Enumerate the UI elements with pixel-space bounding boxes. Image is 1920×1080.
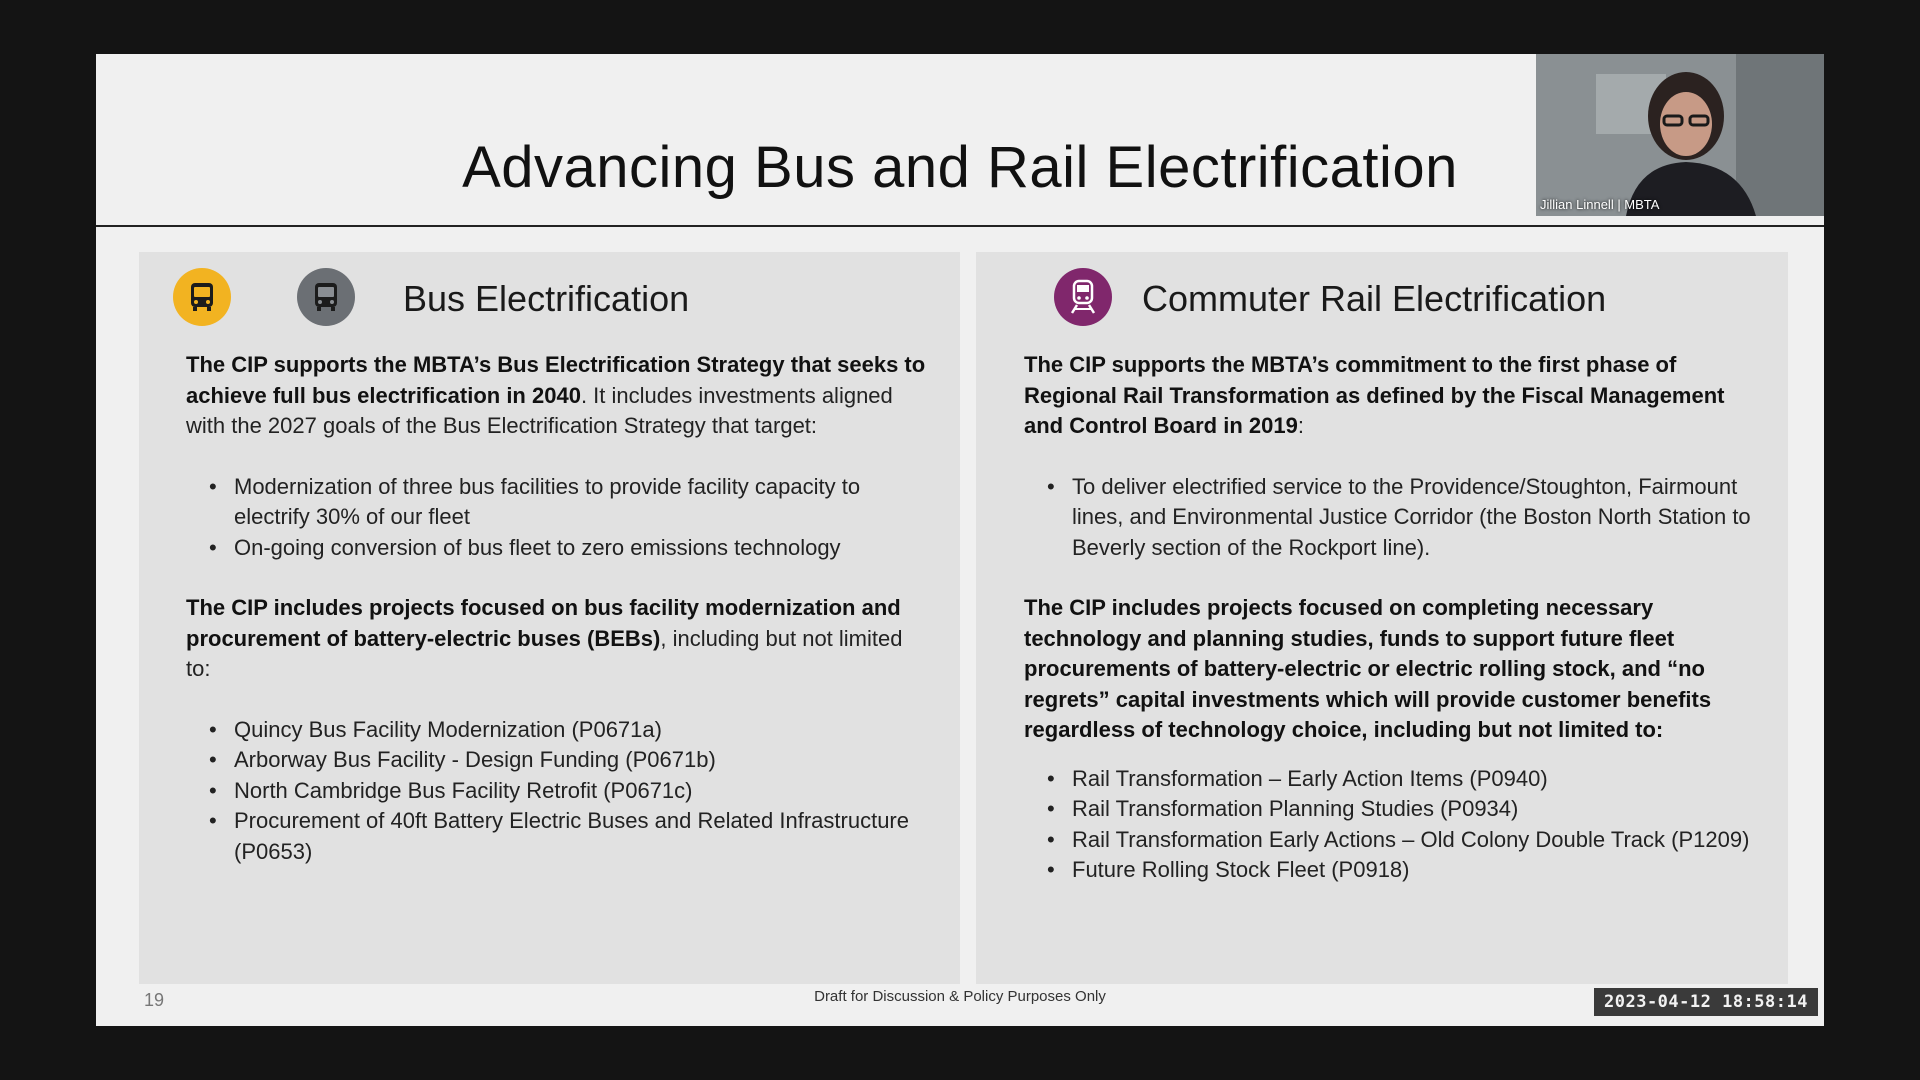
rail-electrification-panel: [976, 252, 1788, 984]
list-item: • Future Rolling Stock Fleet (P0918): [1072, 855, 1769, 886]
timestamp-overlay: 2023-04-12 18:58:14: [1594, 988, 1818, 1016]
title-divider: [96, 225, 1824, 227]
bus-projects-paragraph: [186, 593, 926, 685]
bus-panel-title: Bus Electrification: [403, 278, 690, 319]
bus-icon: [173, 268, 231, 326]
bus-projects-bold: The CIP includes projects focused on bus facility modernization and procurement of battery-electric buses (BEBs): [186, 595, 901, 651]
list-item: • On-going conversion of bus fleet to zero emissions technology: [234, 533, 926, 564]
bus-intro-bold: The CIP supports the MBTA’s Bus Electrification Strategy that seeks to achieve full bus electrification in 2040: [186, 352, 926, 408]
participant-avatar: [1536, 54, 1824, 216]
list-item: • Quincy Bus Facility Modernization (P0671a): [234, 715, 926, 746]
rail-panel-title: Commuter Rail Electrification: [1142, 278, 1607, 319]
bus-icon: [297, 268, 355, 326]
bus-projects-rest: , including but not limited to:: [186, 625, 903, 681]
rail-projects-paragraph: [1024, 593, 1769, 746]
footer-disclaimer: Draft for Discussion & Policy Purposes Only: [814, 988, 1106, 1005]
bus-panel-header: [139, 268, 960, 328]
rail-projects-bold: The CIP includes projects focused on completing necessary technology and planning studies, funds to support future fleet procurements of battery-electric or electric rolling stock, and “no regrets” capital investments which will provide customer benefits regardless of technology choice, including but not limited to:: [1024, 595, 1712, 742]
bus-projects-list: [186, 715, 926, 868]
rail-projects-list: [1024, 764, 1769, 886]
list-item: • Arborway Bus Facility - Design Funding (P0671b): [234, 745, 926, 776]
bus-intro-paragraph: [186, 350, 926, 442]
list-item: • Rail Transformation – Early Action Items (P0940): [1072, 764, 1769, 795]
rail-intro-rest: :: [1297, 413, 1304, 438]
list-item: • Modernization of three bus facilities to provide facility capacity to electrify 30% of our fleet: [234, 472, 926, 533]
participant-video[interactable]: [1536, 54, 1824, 216]
bus-electrification-panel: [139, 252, 960, 984]
rail-goals-list: [1024, 472, 1769, 564]
bus-intro-rest: . It includes investments aligned with the 2027 goals of the Bus Electrification Strategy that target:: [186, 382, 893, 438]
bus-panel-body: [186, 350, 926, 897]
rail-panel-header: [976, 268, 1788, 328]
page-number: 19: [144, 990, 165, 1010]
list-item: • Rail Transformation Planning Studies (P0934): [1072, 794, 1769, 825]
slide-title: Advancing Bus and Rail Electrification: [462, 135, 1458, 200]
list-item: • Rail Transformation Early Actions – Old Colony Double Track (P1209): [1072, 825, 1769, 856]
train-icon: [1054, 268, 1112, 326]
rail-intro-paragraph: [1024, 350, 1769, 442]
list-item: • North Cambridge Bus Facility Retrofit (P0671c): [234, 776, 926, 807]
list-item: • Procurement of 40ft Battery Electric Buses and Related Infrastructure (P0653): [234, 806, 926, 867]
rail-intro-bold: The CIP supports the MBTA’s commitment to the first phase of Regional Rail Transformation as defined by the Fiscal Management and Control Board in 2019: [1024, 352, 1725, 438]
list-item: • To deliver electrified service to the Providence/Stoughton, Fairmount lines, and Environmental Justice Corridor (the Boston North Station to Beverly section of the Rockport line).: [1072, 472, 1769, 564]
rail-panel-body: [1024, 350, 1769, 916]
bus-goals-list: [186, 472, 926, 564]
participant-name: Jillian Linnell | MBTA: [1540, 197, 1660, 212]
